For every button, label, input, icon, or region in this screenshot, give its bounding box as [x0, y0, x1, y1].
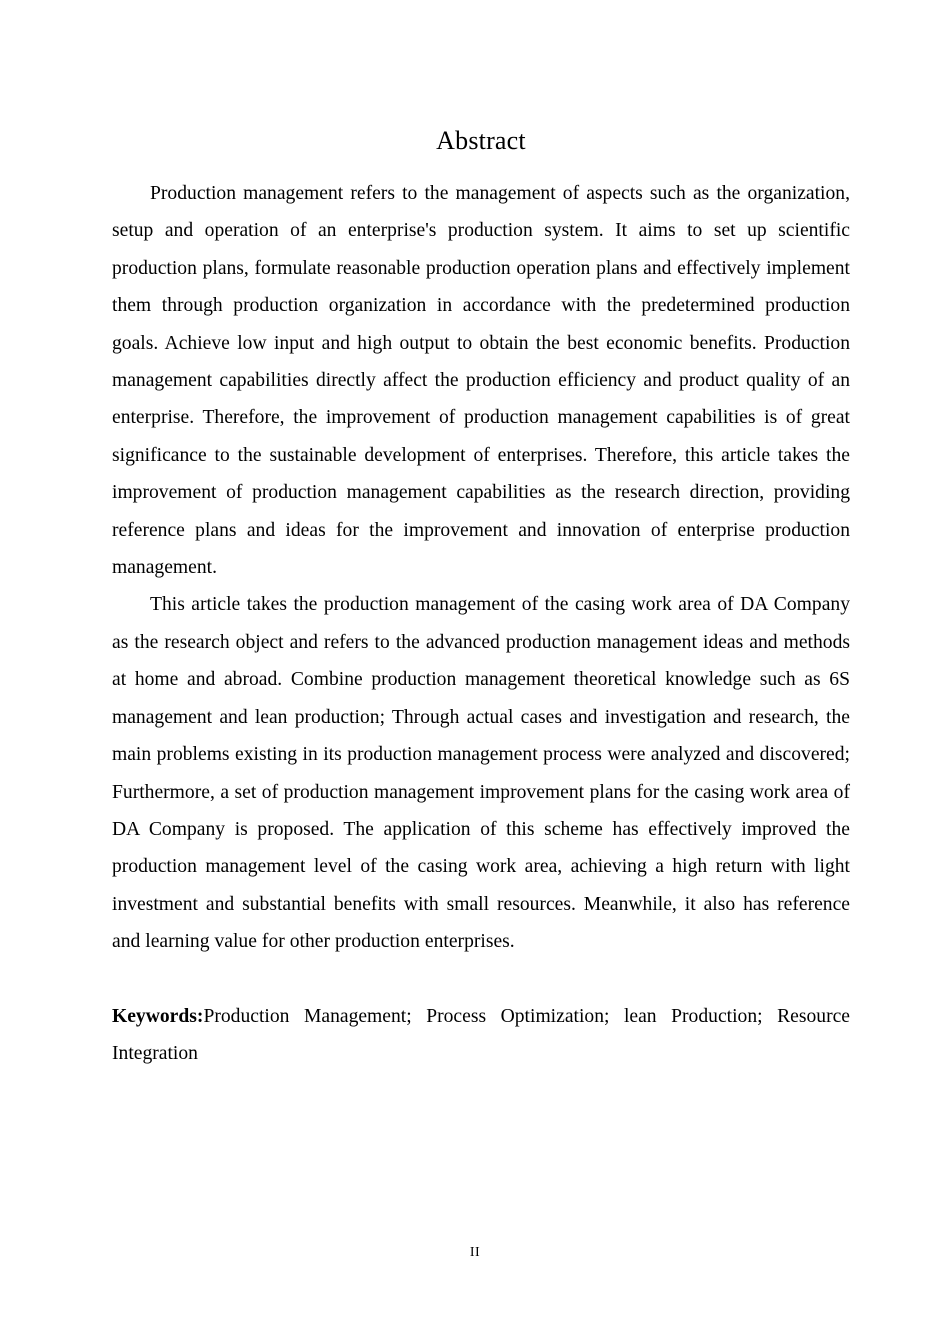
page-number: II — [469, 1245, 481, 1260]
abstract-paragraph-1: Production management refers to the management of aspects such as the organization, setup and operation of an enterprise's production system. It aims to set up scientific production plans, formulate reasonable production operation plans and effectively implement them through production organization in accordance with the predetermined production goals. Achieve low input and high output to obtain the best economic benefits. Production management capabilities directly affect the production efficiency and product quality of an enterprise. Therefore, the improvement of production management capabilities is of great significance to the sustainable development of enterprises. Therefore, this article takes the improvement of production management capabilities as the research direction, providing reference plans and ideas for the improvement and innovation of enterprise production management. — [112, 183, 850, 579]
keywords-label: Keywords: — [112, 1005, 204, 1027]
abstract-paragraph-2: This article takes the production management of the casing work area of DA Company as the research object and refers to the advanced production management ideas and methods at home and abroad. Combine production management theoretical knowledge such as 6S management and lean production; Through actual cases and investigation and research, the main problems existing in its production management process were analyzed and discovered; Furthermore, a set of production management improvement plans for the casing work area of DA Company is proposed. The application of this scheme has effectively improved the production management level of the casing work area, achieving a high return with light investment and substantial benefits with small resources. Meanwhile, it also has reference and learning value for other production enterprises. — [112, 594, 850, 953]
page-title: Abstract — [436, 126, 526, 155]
keywords-value: Production Management; Process Optimization; lean Production; Resource Integration — [112, 1005, 850, 1065]
page-content — [112, 0, 850, 1073]
keywords-line — [112, 998, 850, 1073]
